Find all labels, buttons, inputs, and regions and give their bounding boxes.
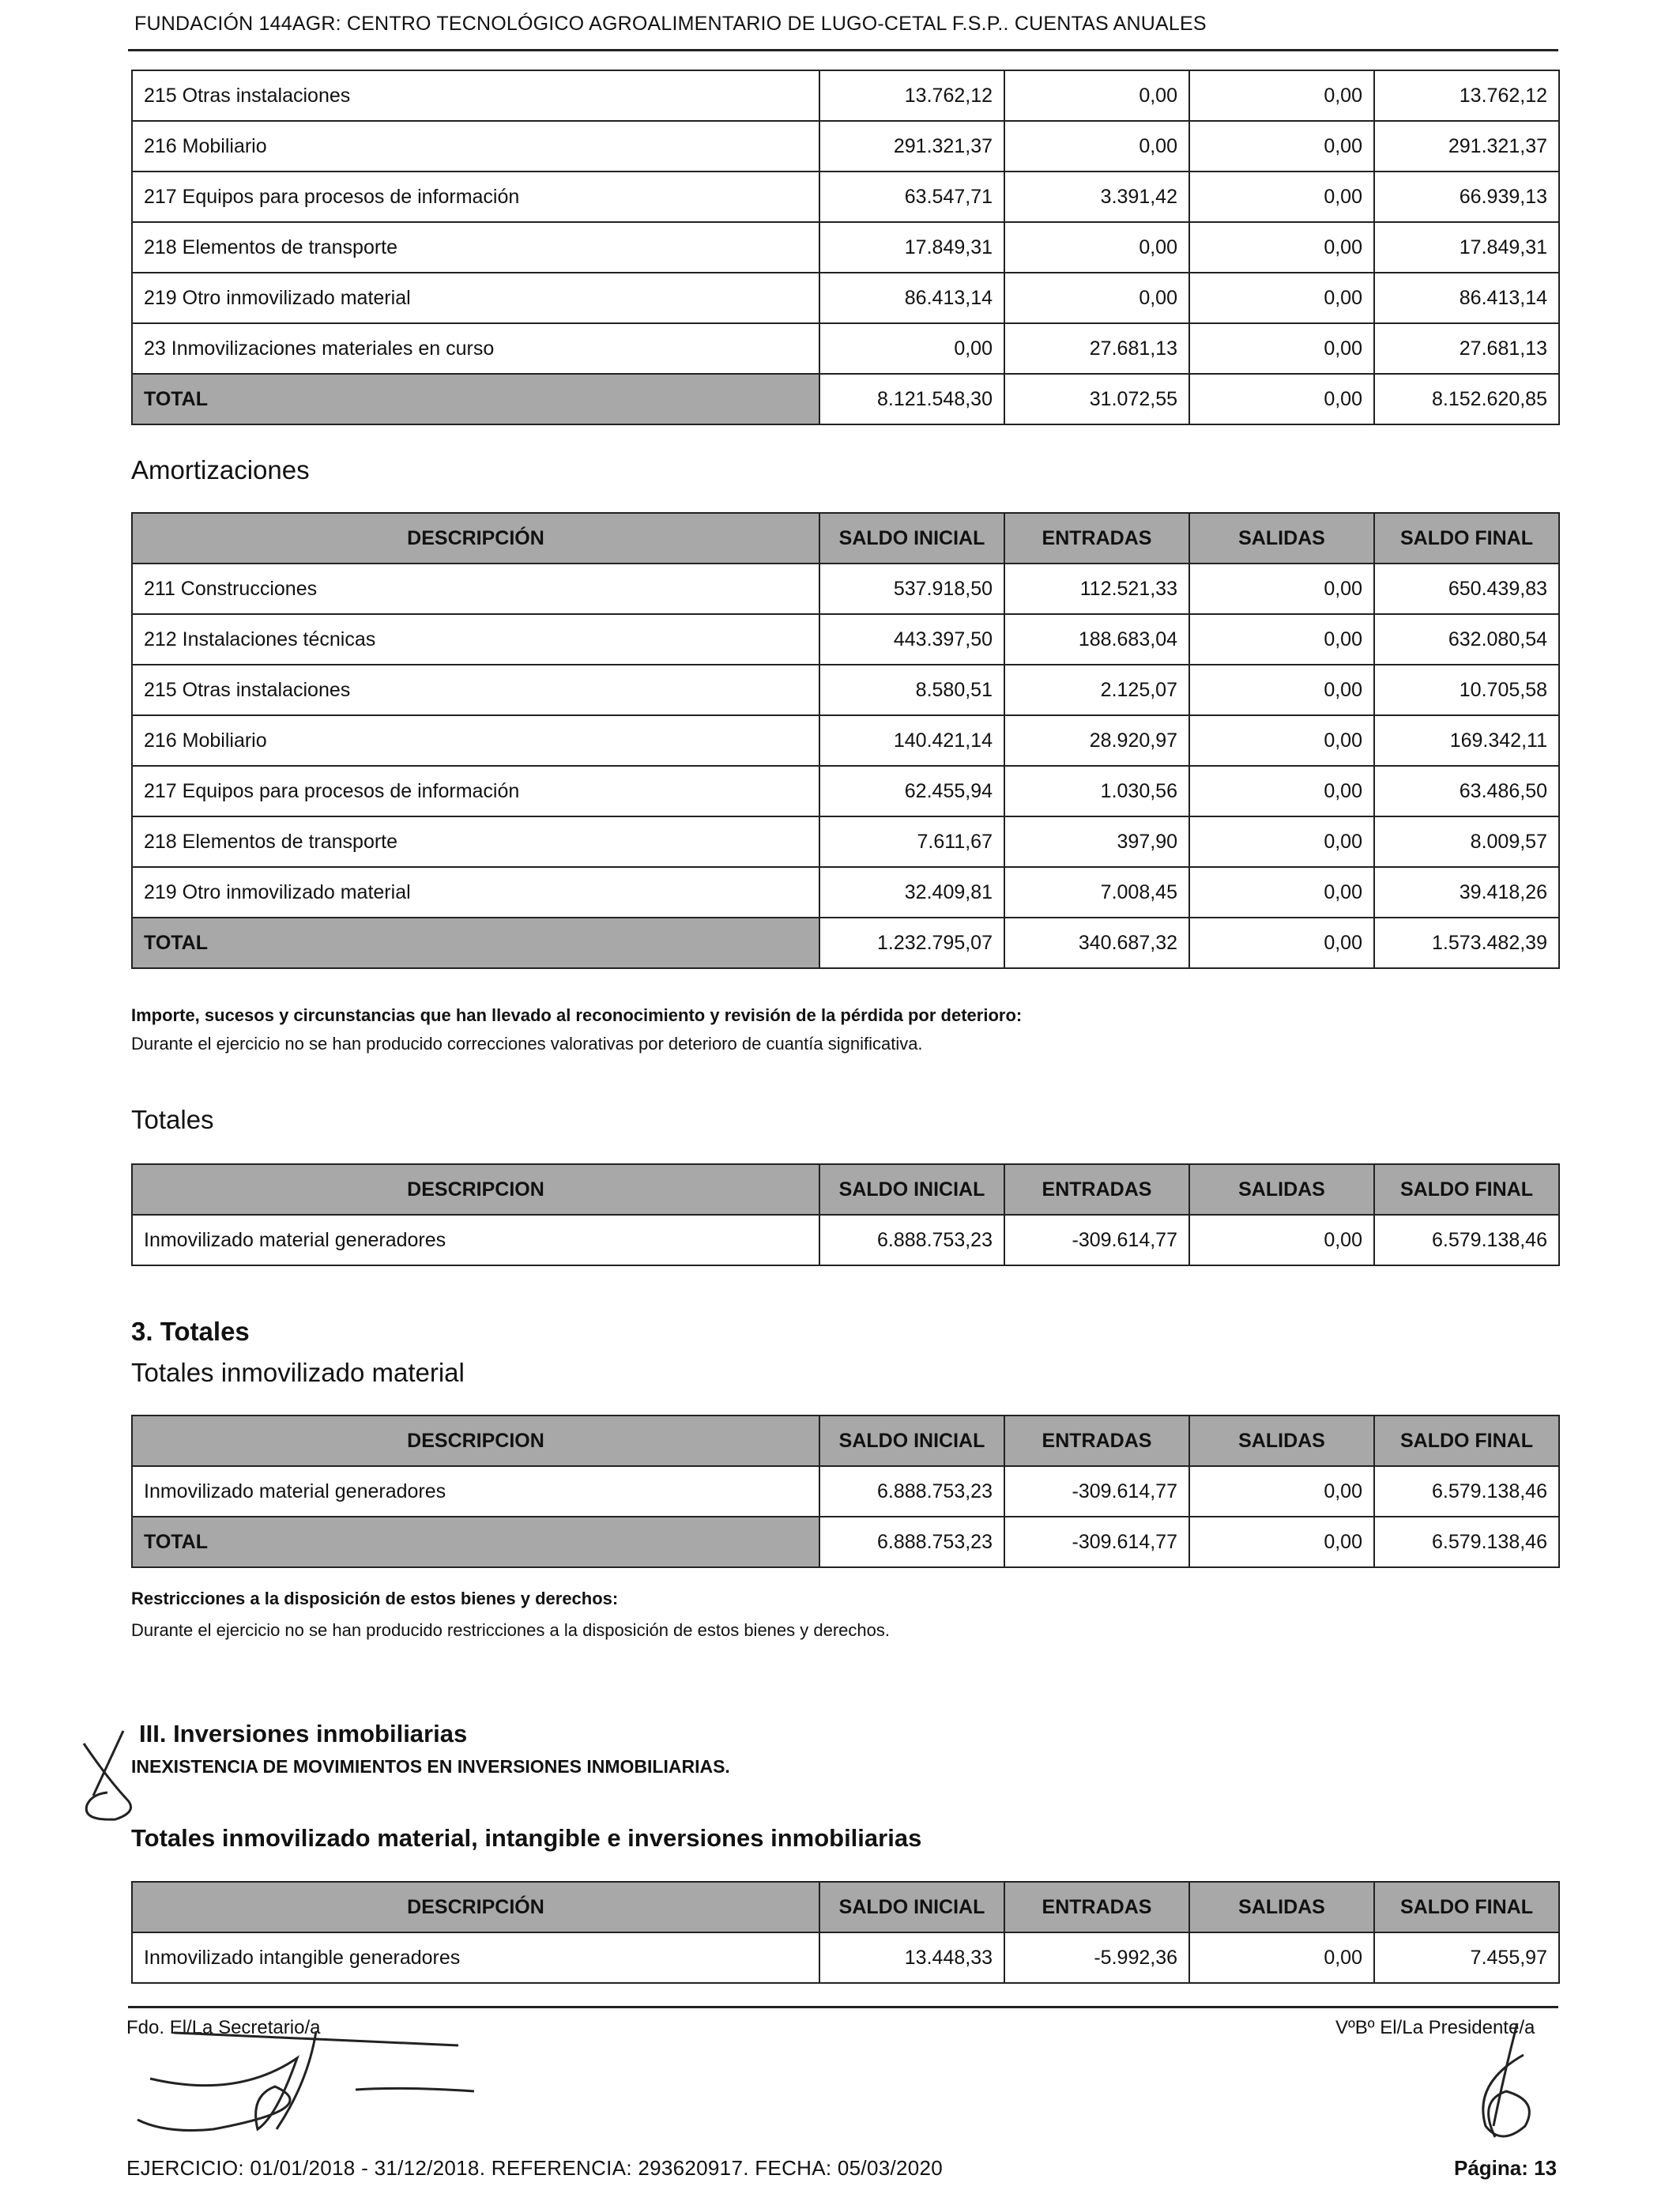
column-header: SALDO FINAL (1374, 1164, 1559, 1215)
row-value: 8.580,51 (819, 665, 1004, 715)
row-value: 0,00 (1189, 1932, 1374, 1983)
table-row (132, 1466, 1559, 1517)
row-description: 23 Inmovilizaciones materiales en curso (132, 323, 819, 374)
header-divider (128, 49, 1558, 51)
restricciones-text: Durante el ejercicio no se han producido restricciones a la disposición de estos bienes y derechos. (131, 1620, 890, 1640)
column-header: DESCRIPCION (132, 1416, 819, 1466)
column-header: ENTRADAS (1004, 1882, 1189, 1932)
row-value: 6.888.753,23 (819, 1215, 1004, 1265)
restricciones-heading: Restricciones a la disposición de estos bienes y derechos: (131, 1589, 619, 1608)
row-value: 0,00 (1189, 222, 1374, 273)
row-value: 443.397,50 (819, 614, 1004, 665)
row-value: 112.521,33 (1004, 564, 1189, 614)
presidente-signature (1430, 2007, 1580, 2158)
row-value: 7.611,67 (819, 816, 1004, 867)
row-value: 169.342,11 (1374, 715, 1559, 766)
row-value: 0,00 (1189, 70, 1374, 121)
table-header-row (132, 1882, 1559, 1932)
column-header: SALIDAS (1189, 1882, 1374, 1932)
row-value: -309.614,77 (1004, 1466, 1189, 1517)
footer-ejercicio: EJERCICIO: 01/01/2018 - 31/12/2018. REFERENCIA: 293620917. FECHA: 05/03/2020 (126, 2156, 944, 2180)
table-amortizaciones (131, 512, 1560, 969)
row-value: 63.547,71 (819, 172, 1004, 222)
row-value: 27.681,13 (1374, 323, 1559, 374)
row-value: 0,00 (1189, 766, 1374, 816)
signature-label-secretario: Fdo. El/La Secretario/a (126, 2017, 321, 2038)
row-value: 27.681,13 (1004, 323, 1189, 374)
total-value: 6.579.138,46 (1374, 1517, 1559, 1567)
row-value: 1.030,56 (1004, 766, 1189, 816)
row-value: 0,00 (1189, 1215, 1374, 1265)
footer-page-number: Página: 13 (1454, 2156, 1558, 2180)
row-value: 632.080,54 (1374, 614, 1559, 665)
row-value: 291.321,37 (819, 121, 1004, 172)
row-value: 17.849,31 (1374, 222, 1559, 273)
total-label: TOTAL (132, 374, 819, 424)
table-header-row (132, 1416, 1559, 1466)
total-value: 1.232.795,07 (819, 918, 1004, 968)
section-heading-3-totales: 3. Totales (131, 1317, 250, 1346)
row-value: 0,00 (819, 323, 1004, 374)
row-value: 62.455,94 (819, 766, 1004, 816)
row-value: 63.486,50 (1374, 766, 1559, 816)
row-description: 219 Otro inmovilizado material (132, 867, 819, 918)
column-header: SALDO INICIAL (819, 1164, 1004, 1215)
total-label: TOTAL (132, 1517, 819, 1567)
section-title-totales-all: Totales inmovilizado material, intangible e inversiones inmobiliarias (131, 1824, 922, 1852)
table-row (132, 323, 1559, 374)
row-description: 217 Equipos para procesos de información (132, 172, 819, 222)
table-row (132, 172, 1559, 222)
total-row (132, 918, 1559, 968)
row-value: 39.418,26 (1374, 867, 1559, 918)
table-row (132, 1215, 1559, 1265)
table-row (132, 665, 1559, 715)
table-totales (131, 1163, 1560, 1266)
row-value: 188.683,04 (1004, 614, 1189, 665)
row-value: 3.391,42 (1004, 172, 1189, 222)
table-row (132, 564, 1559, 614)
total-value: 8.152.620,85 (1374, 374, 1559, 424)
table-row (132, 1932, 1559, 1983)
column-header: SALIDAS (1189, 1416, 1374, 1466)
row-value: 650.439,83 (1374, 564, 1559, 614)
handwritten-x-mark (76, 1723, 171, 1826)
row-description: 212 Instalaciones técnicas (132, 614, 819, 665)
total-value: 6.888.753,23 (819, 1517, 1004, 1567)
signature-label-presidente: VºBº El/La Presidente/a (1335, 2017, 1535, 2038)
column-header: SALDO INICIAL (819, 1416, 1004, 1466)
footer-divider (128, 2006, 1558, 2008)
total-value: 0,00 (1189, 374, 1374, 424)
document-header: FUNDACIÓN 144AGR: CENTRO TECNOLÓGICO AGROALIMENTARIO DE LUGO-CETAL F.S.P.. CUENTAS ANUALES (134, 13, 1207, 35)
row-description: Inmovilizado material generadores (132, 1215, 819, 1265)
row-value: 0,00 (1004, 70, 1189, 121)
row-value: 8.009,57 (1374, 816, 1559, 867)
row-value: -309.614,77 (1004, 1215, 1189, 1265)
table-totales-intangible (131, 1881, 1560, 1984)
row-value: 86.413,14 (1374, 273, 1559, 323)
total-value: 1.573.482,39 (1374, 918, 1559, 968)
row-value: 397,90 (1004, 816, 1189, 867)
section-subtitle-totales-inmovilizado: Totales inmovilizado material (131, 1358, 465, 1387)
total-value: 0,00 (1189, 1517, 1374, 1567)
row-value: 0,00 (1189, 715, 1374, 766)
row-value: 0,00 (1004, 121, 1189, 172)
row-value: 13.448,33 (819, 1932, 1004, 1983)
row-description: Inmovilizado material generadores (132, 1466, 819, 1517)
column-header: ENTRADAS (1004, 513, 1189, 564)
row-value: 0,00 (1004, 273, 1189, 323)
row-value: 140.421,14 (819, 715, 1004, 766)
section-title-totales: Totales (131, 1105, 214, 1134)
row-value: 0,00 (1189, 273, 1374, 323)
column-header: DESCRIPCIÓN (132, 513, 819, 564)
row-value: 10.705,58 (1374, 665, 1559, 715)
row-value: 0,00 (1189, 172, 1374, 222)
total-row (132, 1517, 1559, 1567)
column-header: SALDO FINAL (1374, 1416, 1559, 1466)
total-value: -309.614,77 (1004, 1517, 1189, 1567)
table-row (132, 273, 1559, 323)
column-header: SALDO FINAL (1374, 513, 1559, 564)
row-description: 218 Elementos de transporte (132, 816, 819, 867)
table-row (132, 121, 1559, 172)
row-value: 0,00 (1189, 816, 1374, 867)
table-header-row (132, 1164, 1559, 1215)
row-value: 0,00 (1189, 665, 1374, 715)
total-row (132, 374, 1559, 424)
secretario-signature (119, 2011, 490, 2145)
row-value: 7.008,45 (1004, 867, 1189, 918)
row-value: 0,00 (1004, 222, 1189, 273)
column-header: DESCRIPCIÓN (132, 1882, 819, 1932)
row-value: 6.579.138,46 (1374, 1466, 1559, 1517)
table-row (132, 715, 1559, 766)
table-row (132, 614, 1559, 665)
total-value: 8.121.548,30 (819, 374, 1004, 424)
row-description: 219 Otro inmovilizado material (132, 273, 819, 323)
row-description: 216 Mobiliario (132, 715, 819, 766)
column-header: ENTRADAS (1004, 1164, 1189, 1215)
row-value: 0,00 (1189, 867, 1374, 918)
row-value: 17.849,31 (819, 222, 1004, 273)
column-header: SALIDAS (1189, 1164, 1374, 1215)
row-description: Inmovilizado intangible generadores (132, 1932, 819, 1983)
table-totales-inmovilizado-material (131, 1415, 1560, 1568)
total-value: 31.072,55 (1004, 374, 1189, 424)
row-description: 215 Otras instalaciones (132, 665, 819, 715)
row-value: 28.920,97 (1004, 715, 1189, 766)
column-header: SALDO INICIAL (819, 513, 1004, 564)
row-value: 291.321,37 (1374, 121, 1559, 172)
table-row (132, 867, 1559, 918)
table-inmovilizado-continuacion (131, 70, 1560, 425)
row-value: 6.888.753,23 (819, 1466, 1004, 1517)
total-label: TOTAL (132, 918, 819, 968)
row-value: 13.762,12 (819, 70, 1004, 121)
row-value: 66.939,13 (1374, 172, 1559, 222)
row-description: 216 Mobiliario (132, 121, 819, 172)
row-value: 0,00 (1189, 564, 1374, 614)
row-value: 0,00 (1189, 323, 1374, 374)
total-value: 0,00 (1189, 918, 1374, 968)
section-heading-inversiones: III. Inversiones inmobiliarias (139, 1720, 468, 1747)
row-description: 218 Elementos de transporte (132, 222, 819, 273)
row-value: 86.413,14 (819, 273, 1004, 323)
column-header: DESCRIPCION (132, 1164, 819, 1215)
row-value: 0,00 (1189, 1466, 1374, 1517)
row-value: -5.992,36 (1004, 1932, 1189, 1983)
row-value: 6.579.138,46 (1374, 1215, 1559, 1265)
row-description: 215 Otras instalaciones (132, 70, 819, 121)
column-header: SALIDAS (1189, 513, 1374, 564)
deterioro-text: Durante el ejercicio no se han producido correcciones valorativas por deterioro de cuantía significativa. (131, 1034, 923, 1054)
inversiones-text: INEXISTENCIA DE MOVIMIENTOS EN INVERSIONES INMOBILIARIAS. (131, 1756, 730, 1777)
row-value: 537.918,50 (819, 564, 1004, 614)
row-value: 32.409,81 (819, 867, 1004, 918)
total-value: 340.687,32 (1004, 918, 1189, 968)
row-value: 0,00 (1189, 614, 1374, 665)
row-description: 211 Construcciones (132, 564, 819, 614)
table-header-row (132, 513, 1559, 564)
section-title-amortizaciones: Amortizaciones (131, 455, 310, 484)
table-row (132, 222, 1559, 273)
row-value: 2.125,07 (1004, 665, 1189, 715)
table-row (132, 816, 1559, 867)
table-row (132, 70, 1559, 121)
column-header: SALDO FINAL (1374, 1882, 1559, 1932)
table-row (132, 766, 1559, 816)
column-header: ENTRADAS (1004, 1416, 1189, 1466)
column-header: SALDO INICIAL (819, 1882, 1004, 1932)
row-description: 217 Equipos para procesos de información (132, 766, 819, 816)
deterioro-heading: Importe, sucesos y circunstancias que han llevado al reconocimiento y revisión de la pérdida por deterioro: (131, 1005, 1023, 1025)
row-value: 13.762,12 (1374, 70, 1559, 121)
row-value: 0,00 (1189, 121, 1374, 172)
row-value: 7.455,97 (1374, 1932, 1559, 1983)
